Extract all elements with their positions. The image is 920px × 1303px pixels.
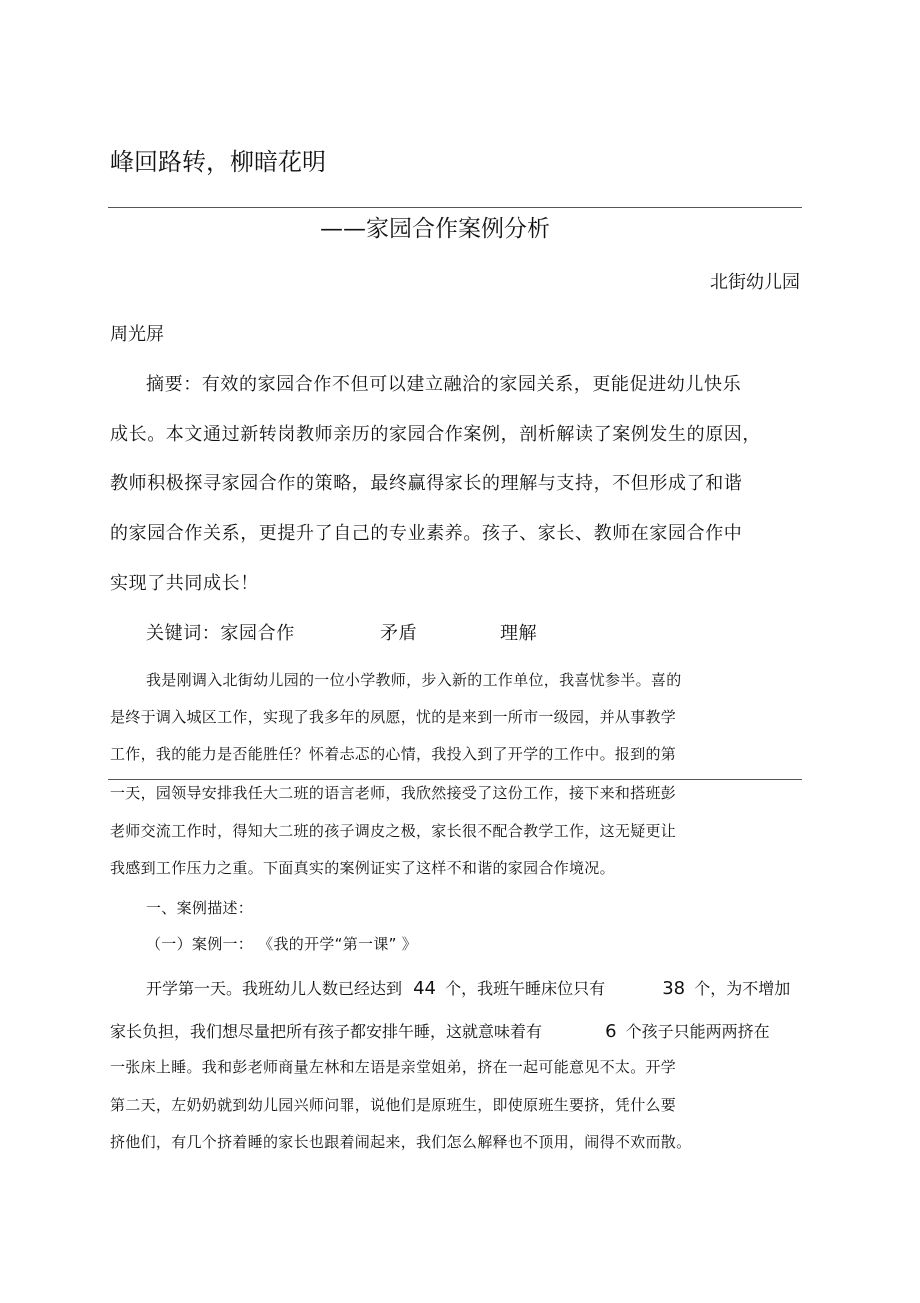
abstract-line: 实现了共同成长！ [110,573,259,594]
keyword-understanding: 理解 [500,623,538,644]
number-beds: 38 [662,978,686,999]
author-name: 周光屏 [110,324,164,345]
abstract-line: 成长。本文通过新转岗教师亲历的家园合作案例，剖析解读了案例发生的原因， [110,424,761,445]
school-name: 北街幼儿园 [710,272,800,293]
intro-line: 一天，园领导安排我任大二班的语言老师，我欣然接受了这份工作，接下来和搭班彭 [110,784,677,802]
document-title: 峰回路转，柳暗花明 [110,148,326,176]
case-line-3: 一张床上睡。我和彭老师商量左林和左语是亲堂姐弟，挤在一起可能意见不太。开学 [110,1058,677,1076]
case-line-2 [110,1019,770,1042]
abstract-line: 的家园合作关系，更提升了自己的专业素养。孩子、家长、教师在家园合作中 [110,523,743,544]
case-text: 个，我班午睡床位只有 [445,979,606,998]
intro-line: 我感到工作压力之重。下面真实的案例证实了这样不和谐的家园合作境况。 [110,859,615,877]
case-text: 家长负担，我们想尽量把所有孩子都安排午睡，这就意味着有 [110,1022,543,1041]
title-divider [108,207,802,208]
intro-line: 我是刚调入北街幼儿园的一位小学教师，步入新的工作单位，我喜忧参半。喜的 [146,671,682,689]
intro-line: 是终于调入城区工作，实现了我多年的夙愿，忧的是来到一所市一级园，并从事教学 [110,708,677,726]
keyword-contradiction: 矛盾 [380,623,418,644]
intro-line: 工作，我的能力是否能胜任？怀着忐忑的心情，我投入到了开学的工作中。报到的第 [110,745,677,763]
intro-line: 老师交流工作时，得知大二班的孩子调皮之极，家长很不配合教学工作，这无疑更让 [110,822,677,840]
case-line-5: 挤他们，有几个挤着睡的家长也跟着闹起来，我们怎么解释也不顶用，闹得不欢而散。 [110,1133,692,1151]
abstract-line: 摘要：有效的家园合作不但可以建立融洽的家园关系，更能促进幼儿快乐 [146,374,742,395]
abstract-line: 教师积极探寻家园合作的策略，最终赢得家长的理解与支持，不但形成了和谐 [110,473,743,494]
keywords-label: 关键词：家园合作 [146,623,295,644]
page-divider [108,779,802,780]
section-heading: 一、案例描述： [146,899,254,917]
case-line-1 [146,976,790,999]
document-subtitle: ——家园合作案例分析 [320,216,550,242]
case-line-4: 第二天，左奶奶就到幼儿园兴师问罪，说他们是原班生，即使原班生要挤，凭什么要 [110,1096,677,1114]
number-children: 44 [413,978,437,999]
number-pairs: 6 [605,1021,617,1042]
case-text: 个，为不增加 [694,979,791,998]
case-heading: （一）案例一： 《我的开学“第一课” 》 [146,935,418,953]
case-text: 开学第一天。我班幼儿人数已经达到 [146,979,403,998]
case-text: 个孩子只能两两挤在 [625,1022,770,1041]
